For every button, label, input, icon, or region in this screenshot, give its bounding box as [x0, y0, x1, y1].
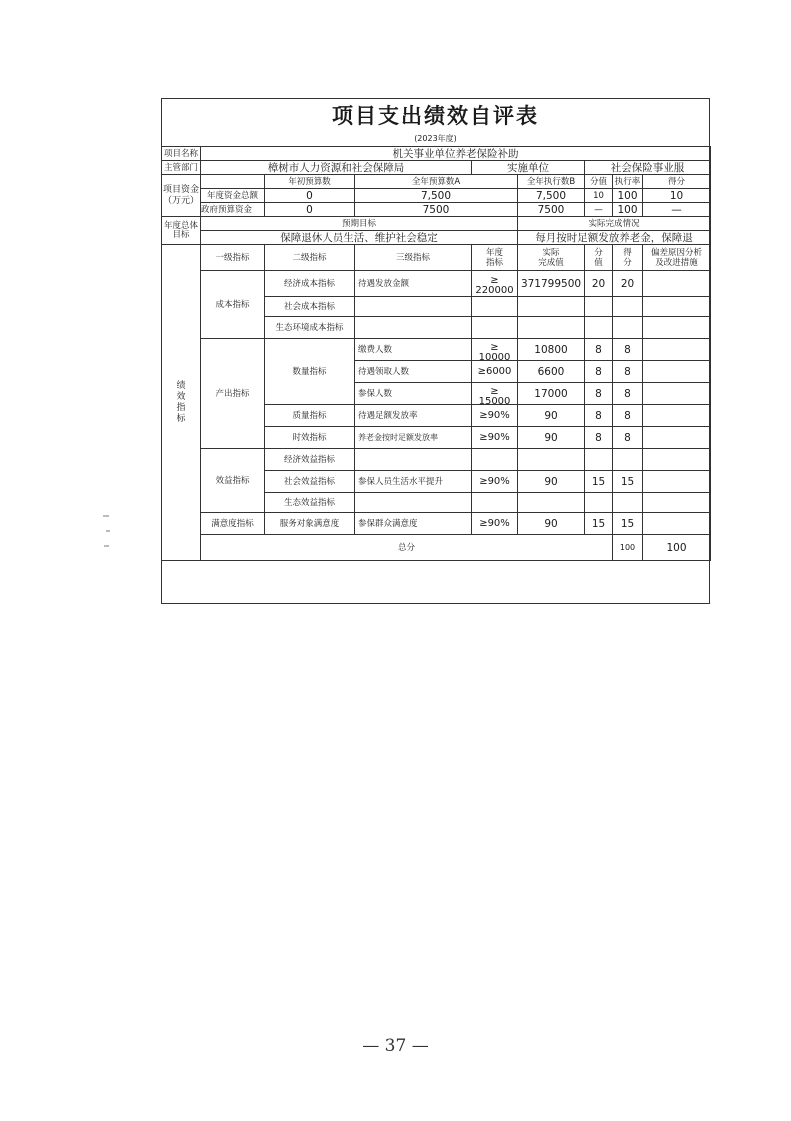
- target-cell: [472, 339, 518, 361]
- l3-cell: 待遇发放金额: [355, 271, 472, 297]
- header-annual-line2: 指标: [485, 257, 503, 268]
- target-cell: [472, 271, 518, 297]
- funds-score: —: [643, 203, 711, 217]
- value-cell: [585, 317, 613, 339]
- l3-cell: 待遇领取人数: [355, 361, 472, 383]
- header-annual-line1: 年度: [485, 247, 503, 258]
- score-cell: 8: [613, 361, 643, 383]
- target-main: ≥: [490, 385, 499, 397]
- target-main: ≥: [490, 275, 499, 286]
- target-cell: [472, 297, 518, 317]
- deviation-cell: [643, 361, 711, 383]
- scan-speck: [104, 545, 109, 547]
- header-score: [613, 245, 643, 271]
- deviation-cell: [643, 271, 711, 297]
- target-cell: ≥90%: [472, 405, 518, 427]
- project-name-label: 项目名称: [162, 147, 201, 161]
- target-cell: [472, 493, 518, 513]
- funds-header-row: [162, 175, 711, 189]
- value-cell: 15: [585, 471, 613, 493]
- l3-cell: 养老金按时足额发放率: [355, 427, 472, 449]
- goals-content-row: [162, 231, 711, 245]
- l3-cell: 缴费人数: [355, 339, 472, 361]
- actual-cell: 90: [518, 513, 585, 535]
- target-cell: [472, 317, 518, 339]
- actual-cell: 90: [518, 471, 585, 493]
- score-cell: [613, 449, 643, 471]
- funds-rate: 100: [613, 189, 643, 203]
- value-cell: 8: [585, 405, 613, 427]
- l2-service-satisfaction: 服务对象满意度: [265, 513, 355, 535]
- header-score-line1: 得: [623, 247, 632, 258]
- header-annual: [472, 245, 518, 271]
- header-actual: [518, 245, 585, 271]
- funds-label-text: 项目资金 （万元）: [162, 184, 199, 206]
- header-dev-line2: 及改进措施: [655, 257, 698, 268]
- header-dev-line1: 偏差原因分析: [651, 247, 703, 258]
- l2-economic-cost: 经济成本指标: [265, 271, 355, 297]
- value-cell: 8: [585, 427, 613, 449]
- value-cell: [585, 297, 613, 317]
- scan-speck: [106, 530, 110, 532]
- deviation-cell: [643, 471, 711, 493]
- header-actual-line2: 完成值: [538, 257, 564, 268]
- actual-cell: [518, 297, 585, 317]
- target-cell: ≥90%: [472, 513, 518, 535]
- score-cell: 20: [613, 271, 643, 297]
- deviation-cell: [643, 513, 711, 535]
- funds-header-score: 得分: [643, 175, 711, 189]
- header-value-line2: 值: [594, 257, 603, 268]
- funds-score-value: 10: [585, 189, 613, 203]
- l3-cell: 待遇足额发放率: [355, 405, 472, 427]
- total-value: 100: [613, 535, 643, 561]
- deviation-cell: [643, 405, 711, 427]
- funds-score: 10: [643, 189, 711, 203]
- expected-goal-label: 预期目标: [201, 217, 518, 231]
- actual-cell: 6600: [518, 361, 585, 383]
- score-cell: [613, 297, 643, 317]
- funds-header-executed: 全年执行数B: [518, 175, 585, 189]
- funds-header-rate: 执行率: [613, 175, 643, 189]
- l1-satisfaction: 满意度指标: [201, 513, 265, 535]
- target-sub: 15000: [478, 395, 511, 407]
- value-cell: 8: [585, 339, 613, 361]
- funds-executed: 7500: [518, 203, 585, 217]
- header-l1: 一级指标: [201, 245, 265, 271]
- l2-social-cost: 社会成本指标: [265, 297, 355, 317]
- l3-cell: 参保人数: [355, 383, 472, 405]
- target-main: ≥: [490, 341, 499, 353]
- l3-cell: 参保人员生活水平提升: [355, 471, 472, 493]
- score-cell: 15: [613, 471, 643, 493]
- value-cell: 8: [585, 361, 613, 383]
- actual-goal-label: 实际完成情况: [518, 217, 711, 231]
- l3-cell: [355, 297, 472, 317]
- funds-row-total: [162, 189, 711, 203]
- score-cell: 8: [613, 405, 643, 427]
- funds-header-annual: 全年预算数A: [355, 175, 518, 189]
- l2-economic-benefit: 经济效益指标: [265, 449, 355, 471]
- expected-goal: 保障退休人员生活、维护社会稳定: [201, 231, 518, 245]
- funds-initial: 0: [265, 189, 355, 203]
- header-l3: 三级指标: [355, 245, 472, 271]
- value-cell: 20: [585, 271, 613, 297]
- department-row: [162, 161, 711, 175]
- score-cell: [613, 317, 643, 339]
- header-score-line2: 分: [623, 257, 632, 268]
- funds-row-name: 年度资金总额: [201, 189, 265, 203]
- funds-annual: 7500: [355, 203, 518, 217]
- impl-unit-label: 实施单位: [472, 161, 585, 175]
- actual-cell: [518, 449, 585, 471]
- l3-cell: [355, 317, 472, 339]
- target-sub: 220000: [475, 285, 514, 296]
- funds-score-value: —: [585, 203, 613, 217]
- actual-cell: 17000: [518, 383, 585, 405]
- score-cell: 8: [613, 383, 643, 405]
- target-cell: ≥90%: [472, 471, 518, 493]
- score-cell: 8: [613, 339, 643, 361]
- actual-goal: 每月按时足额发放养老金，保障退: [518, 231, 711, 245]
- funds-header-initial: 年初预算数: [265, 175, 355, 189]
- l3-cell: 参保群众满意度: [355, 513, 472, 535]
- l2-eco-benefit: 生态效益指标: [265, 493, 355, 513]
- l1-cost: 成本指标: [201, 271, 265, 339]
- target-cell: ≥90%: [472, 427, 518, 449]
- impl-unit-value: 社会保险事业服: [585, 161, 711, 175]
- deviation-cell: [643, 493, 711, 513]
- actual-cell: [518, 493, 585, 513]
- header-deviation: [643, 245, 711, 271]
- l1-benefit: 效益指标: [201, 449, 265, 513]
- funds-row-name: 政府预算资金: [201, 203, 265, 217]
- indicator-row: [162, 513, 711, 535]
- funds-initial: 0: [265, 203, 355, 217]
- value-cell: 8: [585, 383, 613, 405]
- actual-cell: 10800: [518, 339, 585, 361]
- value-cell: [585, 449, 613, 471]
- page-number: — 37 —: [362, 1036, 429, 1056]
- l2-eco-cost: 生态环境成本指标: [265, 317, 355, 339]
- header-value: [585, 245, 613, 271]
- indicators-header-row: [162, 245, 711, 271]
- l1-output: 产出指标: [201, 339, 265, 449]
- funds-corner: [201, 175, 265, 189]
- l2-timeliness: 时效指标: [265, 427, 355, 449]
- funds-row-gov: [162, 203, 711, 217]
- target-cell: ≥6000: [472, 361, 518, 383]
- actual-cell: 90: [518, 405, 585, 427]
- l3-cell: [355, 449, 472, 471]
- deviation-cell: [643, 339, 711, 361]
- l2-social-benefit: 社会效益指标: [265, 471, 355, 493]
- total-label: 总分: [201, 535, 613, 561]
- evaluation-table: [161, 146, 711, 561]
- header-actual-line1: 实际: [542, 247, 560, 258]
- dept-label: 主管部门: [162, 161, 201, 175]
- header-value-line1: 分: [594, 247, 603, 258]
- deviation-cell: [643, 297, 711, 317]
- funds-annual: 7,500: [355, 189, 518, 203]
- header-l2: 二级指标: [265, 245, 355, 271]
- dept-value: 樟树市人力资源和社会保障局: [201, 161, 472, 175]
- target-sub: 10000: [478, 351, 511, 363]
- deviation-cell: [643, 317, 711, 339]
- evaluation-sheet: [161, 98, 710, 604]
- sheet-title: 项目支出绩效自评表: [332, 103, 539, 128]
- project-name-row: [162, 147, 711, 161]
- funds-header-value: 分值: [585, 175, 613, 189]
- score-cell: 15: [613, 513, 643, 535]
- indicator-row: [162, 449, 711, 471]
- deviation-cell: [643, 427, 711, 449]
- indicator-row: [162, 271, 711, 297]
- target-cell: [472, 449, 518, 471]
- score-cell: 8: [613, 427, 643, 449]
- value-cell: [585, 493, 613, 513]
- l2-quality: 质量指标: [265, 405, 355, 427]
- total-score: 100: [643, 535, 711, 561]
- goals-label: 年度总体目标: [162, 217, 201, 245]
- indicators-section-label: [162, 245, 201, 561]
- funds-rate: 100: [613, 203, 643, 217]
- actual-cell: 371799500: [518, 271, 585, 297]
- target-cell: [472, 383, 518, 405]
- sheet-year: (2023年度): [414, 134, 457, 143]
- l2-quantity: 数量指标: [265, 339, 355, 405]
- actual-cell: 90: [518, 427, 585, 449]
- goals-header-row: [162, 217, 711, 231]
- total-row: [162, 535, 711, 561]
- project-name-value: 机关事业单位养老保险补助: [201, 147, 711, 161]
- deviation-cell: [643, 383, 711, 405]
- scan-speck: [103, 515, 109, 517]
- l3-cell: [355, 493, 472, 513]
- actual-cell: [518, 317, 585, 339]
- indicators-section-label-text: 绩效指标: [176, 380, 186, 424]
- value-cell: 15: [585, 513, 613, 535]
- funds-label: [162, 175, 201, 217]
- score-cell: [613, 493, 643, 513]
- indicator-row: [162, 339, 711, 361]
- funds-executed: 7,500: [518, 189, 585, 203]
- deviation-cell: [643, 449, 711, 471]
